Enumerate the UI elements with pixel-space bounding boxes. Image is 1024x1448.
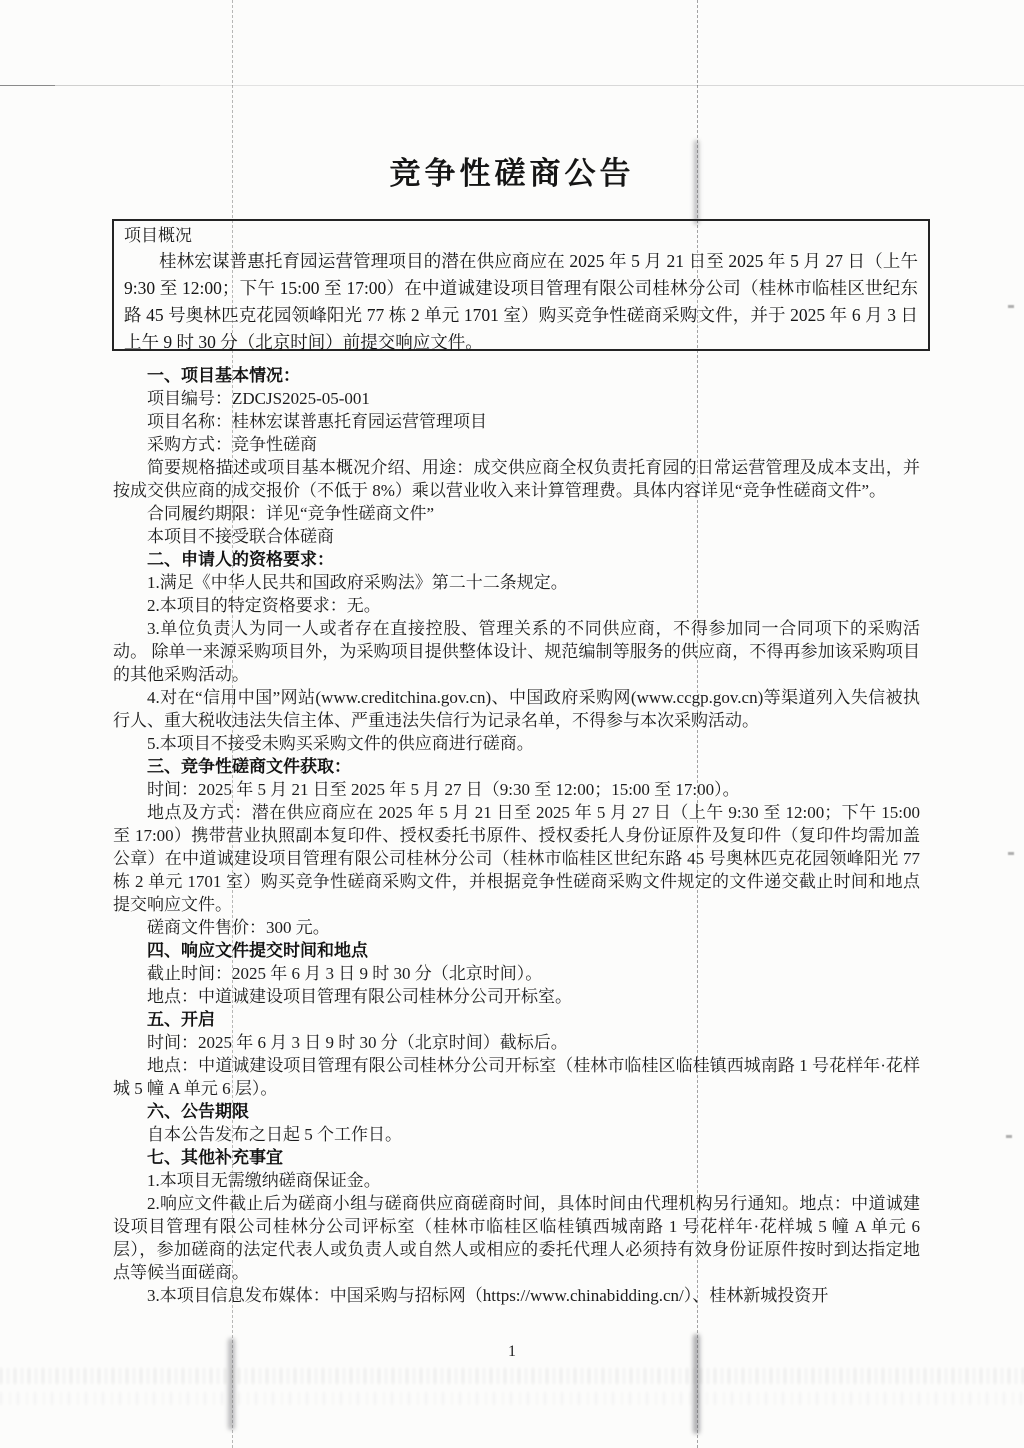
paragraph: 截止时间：2025 年 6 月 3 日 9 时 30 分（北京时间）。 [147, 964, 543, 983]
paragraph: 4.对在“信用中国”网站(www.creditchina.gov.cn)、中国政府采购网(www.ccgp.gov.cn)等渠道列入失信被执行人、重大税收违法失信主体、严重违法失信行为记录名单，不得参与本次采购活动。 [113, 688, 920, 730]
paragraph: 2.响应文件截止后为磋商小组与磋商供应商磋商时间，具体时间由代理机构另行通知。地点：中道诚建设项目管理有限公司桂林分公司评标室（桂林市临桂区临桂镇西城南路 1 号花样年·花样城 5 幢 A 单元 6 层），参加磋商的法定代表人或负责人或自然人或相应的委托代理人必须持有效身份证原件按时到达指定地点等候当面磋商。 [113, 1194, 920, 1282]
paragraph: 5.本项目不接受未购买采购文件的供应商进行磋商。 [147, 734, 534, 753]
paragraph: 磋商文件售价：300 元。 [147, 918, 330, 937]
paragraph: 自本公告发布之日起 5 个工作日。 [147, 1125, 402, 1144]
scan-speck [1008, 305, 1014, 308]
page-number: 1 [508, 1343, 516, 1360]
scan-speck [1006, 1135, 1012, 1138]
paragraph: 时间：2025 年 6 月 3 日 9 时 30 分（北京时间）截标后。 [147, 1033, 568, 1052]
paragraph: 3.单位负责人为同一人或者存在直接控股、管理关系的不同供应商，不得参加同一合同项下的采购活动。 除单一来源采购项目外，为采购项目提供整体设计、规范编制等服务的供应商，不得再参加该采购项目的其他采购活动。 [113, 619, 920, 684]
section-heading: 五、开启 [147, 1010, 215, 1029]
paragraph: 项目编号：ZDCJS2025-05-001 [147, 389, 370, 408]
document-body [113, 364, 920, 1307]
section-heading: 二、申请人的资格要求： [147, 550, 334, 569]
paragraph: 简要规格描述或项目基本概况介绍、用途：成交供应商全权负责托育园的日常运营管理及成本支出，并按成交供应商的成交报价（不低于 8%）乘以营业收入来计算管理费。具体内容详见“竞争性磋商文件”。 [113, 458, 920, 500]
section-heading: 七、其他补充事宜 [147, 1148, 283, 1167]
document-title: 竞争性磋商公告 [389, 156, 635, 191]
paragraph: 地点及方式：潜在供应商应在 2025 年 5 月 21 日至 2025 年 5 月 27 日（上午 9:30 至 12:00；下午 15:00 至 17:00）携带营业执照副本复印件、授权委托书原件、授权委托人身份证原件及复印件（复印件均需加盖公章）在中道诚建设项目管理有限公司桂林分公司（桂林市临桂区世纪东路 45 号奥林匹克花园领峰阳光 77 栋 2 单元 1701 室）购买竞争性磋商采购文件，并根据竞争性磋商采购文件规定的文件递交截止时间和地点提交响应文件。 [113, 803, 920, 914]
paragraph: 合同履约期限：详见“竞争性磋商文件” [147, 504, 435, 523]
paragraph: 1.本项目无需缴纳磋商保证金。 [147, 1171, 381, 1190]
overview-heading: 项目概况 [124, 226, 192, 245]
paragraph: 地点：中道诚建设项目管理有限公司桂林分公司开标室（桂林市临桂区临桂镇西城南路 1 号花样年·花样城 5 幢 A 单元 6 层）。 [113, 1056, 920, 1098]
section-heading: 一、项目基本情况： [147, 366, 300, 385]
horizontal-crease-line [0, 85, 1024, 86]
paragraph: 采购方式：竞争性磋商 [147, 435, 317, 454]
overview-body: 桂林宏谋普惠托育园运营管理项目的潜在供应商应在 2025 年 5 月 21 日至 2025 年 5 月 27 日（上午 9:30 至 12:00；下午 15:00 至 17:00）在中道诚建设项目管理有限公司桂林分公司（桂林市临桂区世纪东路 45 号奥林匹克花园领峰阳光 77 栋 2 单元 1701 室）购买竞争性磋商采购文件，并于 2025 年 6 月 3 日上午 9 时 30 分（北京时间）前提交响应文件。 [124, 251, 918, 352]
bleedthrough-noise [0, 1392, 1024, 1405]
paragraph: 2.本项目的特定资格要求：无。 [147, 596, 381, 615]
bleedthrough-noise [0, 1368, 1024, 1384]
paragraph: 本项目不接受联合体磋商 [147, 527, 334, 546]
paragraph: 项目名称：桂林宏谋普惠托育园运营管理项目 [147, 412, 487, 431]
section-heading: 六、公告期限 [147, 1102, 249, 1121]
paragraph: 时间：2025 年 5 月 21 日至 2025 年 5 月 27 日（9:30 至 12:00；15:00 至 17:00）。 [147, 780, 740, 799]
scan-speck [1008, 852, 1014, 855]
paragraph: 3.本项目信息发布媒体：中国采购与招标网（https://www.chinabidding.cn/）、桂林新城投资开 [147, 1286, 829, 1305]
section-heading: 三、竞争性磋商文件获取： [147, 757, 351, 776]
project-overview-box [112, 219, 930, 351]
paragraph: 1.满足《中华人民共和国政府采购法》第二十二条规定。 [147, 573, 568, 592]
paragraph: 地点：中道诚建设项目管理有限公司桂林分公司开标室。 [147, 987, 572, 1006]
section-heading: 四、响应文件提交时间和地点 [147, 941, 368, 960]
